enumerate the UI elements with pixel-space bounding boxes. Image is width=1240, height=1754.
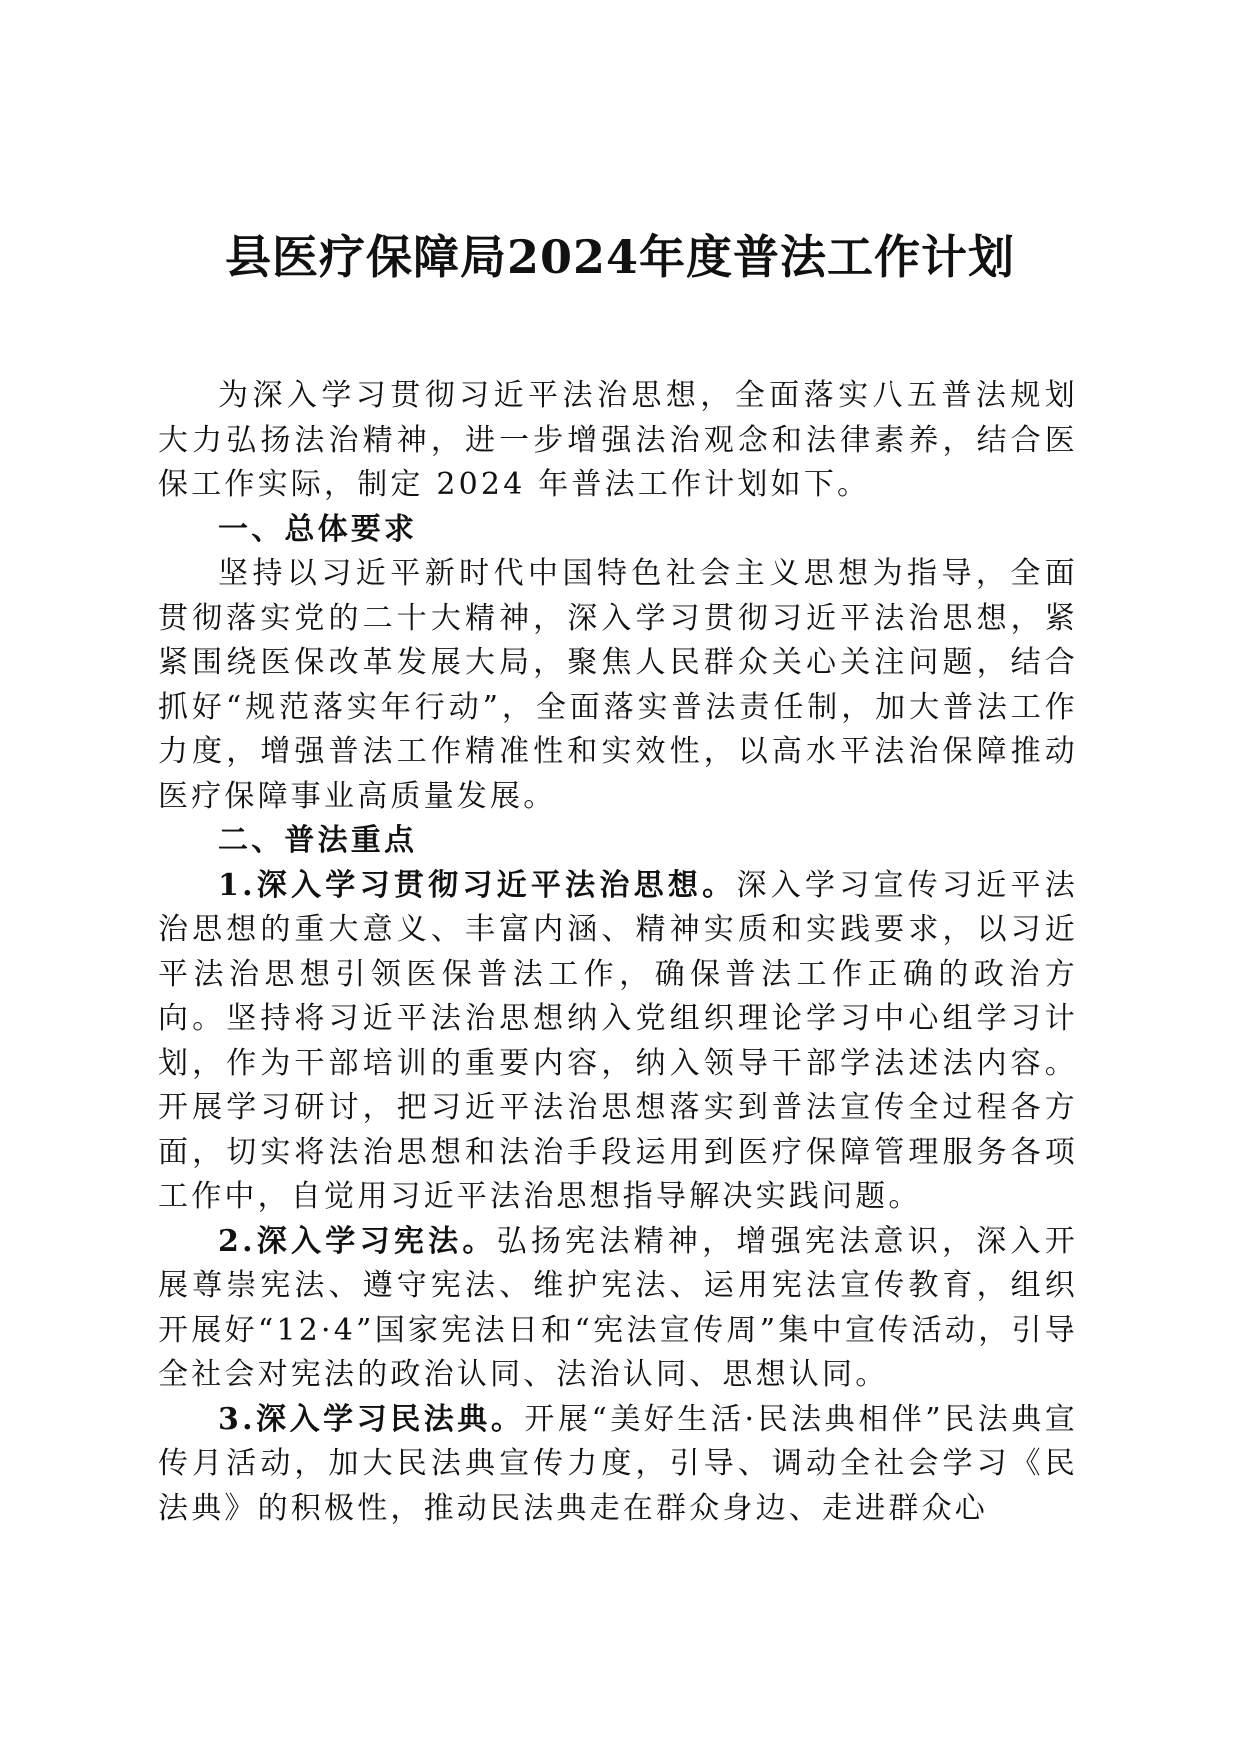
key-point-1-body: 深入学习宣传习近平法治思想的重大意义、丰富内涵、精神实质和实践要求，以习近平法治思想引领医保普法工作，确保普法工作正确的政治方向。坚持将习近平法治思想纳入党组织理论学习中心组学习计划，作为干部培训的重要内容，纳入领导干部学法述法内容。开展学习研讨，把习近平法治思想落实到普法宣传全过程各方面，切实将法治思想和法治手段运用到医疗保障管理服务各项工作中，自觉用习近平法治思想指导解决实践问题。	[158, 867, 1078, 1214]
section-heading-key-points: 二、普法重点	[218, 823, 418, 858]
key-point-2-lead: 2.深入学习宪法。	[218, 1223, 497, 1259]
general-requirements-paragraph: 坚持以习近平新时代中国特色社会主义思想为指导，全面贯彻落实党的二十大精神，深入学习贯彻习近平法治思想，紧紧围绕医保改革发展大局，聚焦人民群众关心关注问题，结合抓好“规范落实年行动”，全面落实普法责任制，加大普法工作力度，增强普法工作精准性和实效性，以高水平法治保障推动医疗保障事业高质量发展。	[158, 556, 1078, 814]
intro-paragraph: 为深入学习贯彻习近平法治思想，全面落实八五普法规划大力弘扬法治精神，进一步增强法治观念和法律素养，结合医保工作实际，制定 2024 年普法工作计划如下。	[158, 378, 1078, 502]
document-body	[158, 374, 1078, 1531]
key-point-3	[158, 1398, 1078, 1532]
key-point-2-body: 弘扬宪法精神，增强宪法意识，深入开展尊崇宪法、遵守宪法、维护宪法、运用宪法宣传教育，组织开展好“12·4”国家宪法日和“宪法宣传周”集中宣传活动，引导全社会对宪法的政治认同、法治认同、思想认同。	[158, 1223, 1078, 1392]
key-point-1-lead: 1.深入学习贯彻习近平法治思想。	[218, 867, 737, 903]
document-title: 县医疗保障局2024年度普法工作计划	[224, 230, 1016, 284]
section-heading-general-requirements: 一、总体要求	[218, 511, 418, 547]
key-point-1	[158, 864, 1078, 1220]
key-point-3-body: 开展“美好生活·民法典相伴”民法典宣传月活动，加大民法典宣传力度，引导、调动全社会学习《民法典》的积极性，推动民法典走在群众身边、走进群众心	[158, 1401, 1078, 1526]
key-point-3-lead: 3.深入学习民法典。	[218, 1401, 525, 1437]
key-point-2	[158, 1220, 1078, 1398]
